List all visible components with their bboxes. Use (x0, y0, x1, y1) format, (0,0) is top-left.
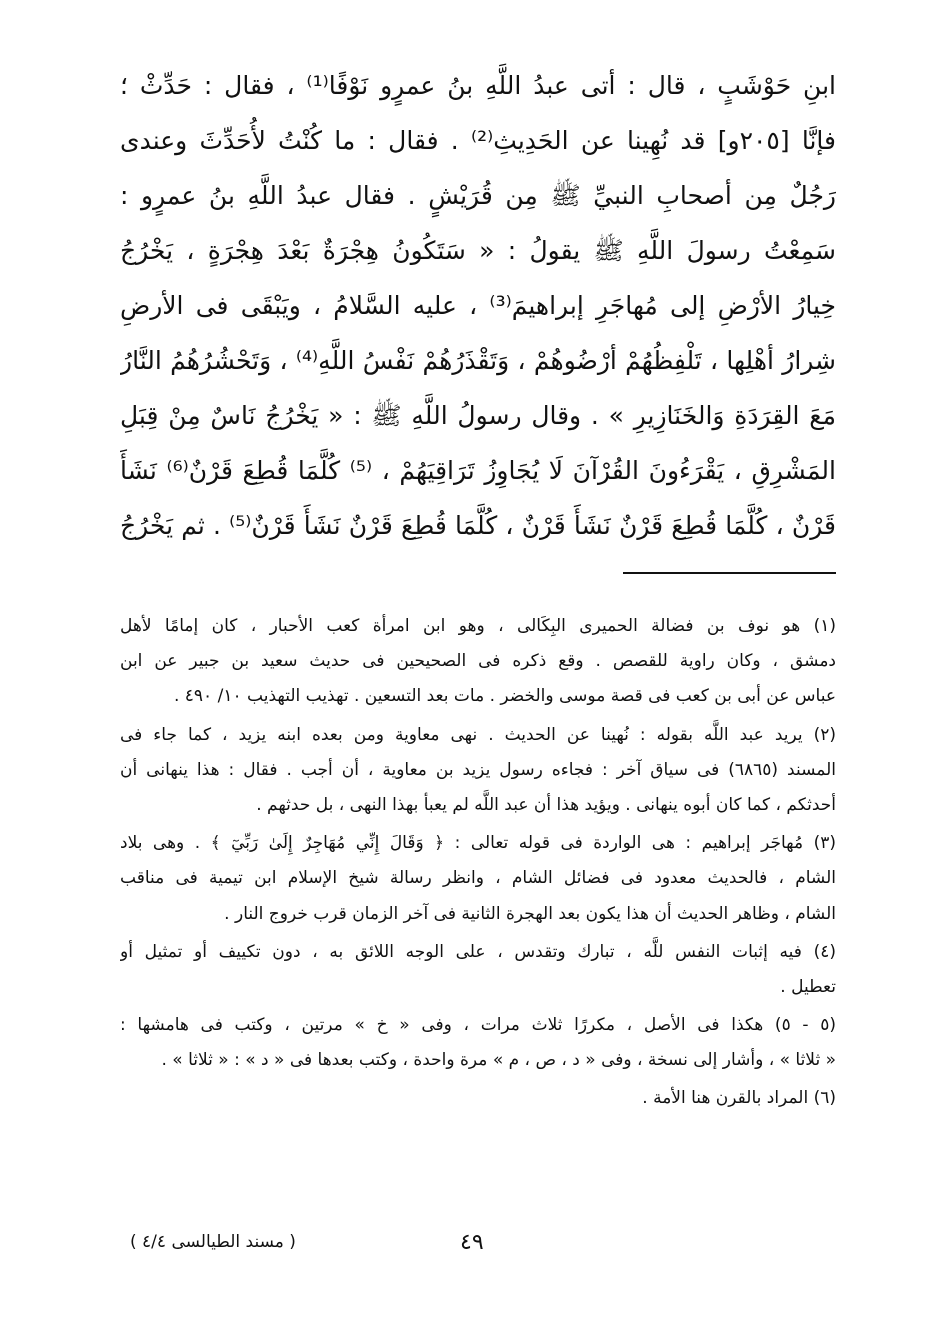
main-text-line: رَجُلٌ مِن أصحابِ النبيِّ ﷺ مِن قُرَيْشٍ . فقال عبدُ اللَّهِ بنُ عمرٍو : (120, 181, 836, 210)
page-footer (120, 1232, 836, 1262)
footnote-divider (623, 572, 836, 574)
footnote-line: (٥ - ٥) هكذا فى الأصل ، مكررًا ثلاث مرات ، وفى « خ » مرتين ، وكتب فى هامشها : (120, 1015, 836, 1036)
footnote-line: الشام ، فالحديث معدود فى فضائل الشام ، وانظر رسالة شيخ الإسلام ابن تيمية فى مناقب (120, 868, 836, 889)
main-text-line: المَشْرِقِ ، يَقْرَءُونَ القُرْآنَ لَا يُجَاوِزُ تَرَاقِيَهُمْ ، ⁽⁵⁾ كُلَّمَا قُطِعَ قَرْنٌ⁽⁶⁾ نَشَأَ (120, 456, 836, 485)
footnote-4 (120, 935, 836, 1005)
page-number: ٤٩ (460, 1230, 484, 1255)
footnote-line: عباس عن أبى بن كعب فى قصة موسى والخضر . مات بعد التسعين . تهذيب التهذيب ١٠/ ٤٩٠ . (173, 686, 836, 707)
main-text-line: سَمِعْتُ رسولَ اللَّهِ ﷺ يقولُ : « سَتَكُونُ هِجْرَةٌ بَعْدَ هِجْرَةٍ ، يَخْرُجُ (120, 236, 836, 265)
footnote-3 (120, 826, 836, 932)
footnote-line: (١) هو نوف بن فضالة الحميرى البِكَالى ، وهو ابن امرأة كعب الأحبار ، كان إمامًا لأهل (120, 616, 836, 636)
footnote-line: (٦) المراد بالقرن هنا الأمة . (642, 1088, 836, 1109)
main-text-line: مَعَ القِرَدَةِ وَالخَنَازِيرِ » . وقال رسولُ اللَّهِ ﷺ : « يَخْرُجُ نَاسٌ مِنْ قِبَلِ (120, 401, 836, 430)
main-text-line: ابنِ حَوْشَبٍ ، قال : أتى عبدُ اللَّهِ بنُ عمرٍو نَوْفًا⁽¹⁾ ، فقال : حَدِّثْ ؛ (120, 71, 836, 100)
footnote-1 (120, 609, 836, 715)
footnote-6 (120, 1081, 836, 1116)
footnote-line: المسند (٦٨٦٥) فى سياق آخر : فجاءه رسول يزيد بن معاوية ، أن أجب . فقال : هذا ينهانى أن (120, 759, 836, 780)
source-reference: ( مسند الطيالسى ٤/٤ ) (130, 1232, 296, 1252)
footnote-line: الشام ، وظاهر الحديث أن هذا يكون بعد الهجرة الثانية فى آخر الزمان قرب خروج النار . (224, 903, 836, 924)
footnote-line: « ثلاثا » ، وأشار إلى نسخة ، وفى « د ، ص ، م » مرة واحدة ، وكتب بعدها فى « د » : « ثلاثا » . (161, 1050, 836, 1071)
footnote-line: (٣) مُهاجَر إبراهيم : هى الواردة فى قوله تعالى : ﴿ وَقَالَ إِنِّي مُهَاجِرٌ إِلَىٰ رَبِّيٓ ﴾ . وهى بلاد (120, 833, 836, 854)
footnote-line: (٢) يريد عبد اللَّه بقوله : نُهينا عن الحديث . نهى معاوية ومن بعده ابنه يزيد ، كما جاء فى (120, 724, 836, 745)
main-text-line: فإنَّا [٢٠٥و] قد نُهِينا عن الحَدِيثِ⁽²⁾ . فقال : ما كُنْتُ لأُحَدِّثَ وعندى (120, 126, 836, 155)
footnote-line: أحدثكم ، كما كان أبوه ينهانى . ويؤيد هذا أن عبد اللَّه لم يعبأ بهذا النهى ، بل حدثهم . (256, 794, 836, 815)
main-text-line: شِرارُ أهْلِها ، تَلْفِظُهُمْ أرْضُوهُمْ ، وَتَقْذَرُهُمْ نَفْسُ اللَّهِ⁽⁴⁾ ، وَتَحْشُرُهُمُ النَّارُ (120, 346, 836, 375)
footnote-5 (120, 1008, 836, 1078)
footnote-line: (٤) فيه إثبات النفس للَّه ، تبارك وتقدس ، على الوجه اللائق به ، دون تكييف أو تمثيل أو (120, 941, 836, 962)
footnote-line: دمشق ، وكان راوية للقصص . وقع ذكره فى الصحيحين فى حديث سعيد بن جبير عن ابن (120, 651, 836, 672)
main-text-line: خِيارُ الأرْضِ إلى مُهاجَرِ إبراهيمَ⁽³⁾ ، عليه السَّلامُ ، ويَبْقَى فى الأرضِ (120, 291, 836, 320)
main-text-line: قَرْنٌ ، كُلَّمَا قُطِعَ قَرْنٌ نَشَأَ قَرْنٌ ، كُلَّمَا قُطِعَ قَرْنٌ نَشَأَ قَرْنٌ⁽⁵⁾ . ثم يَخْرُجُ (120, 511, 836, 540)
footnote-2 (120, 718, 836, 824)
footnote-line: تعطيل . (780, 976, 836, 997)
footnotes-section (120, 609, 836, 1120)
main-text-body (120, 58, 836, 553)
